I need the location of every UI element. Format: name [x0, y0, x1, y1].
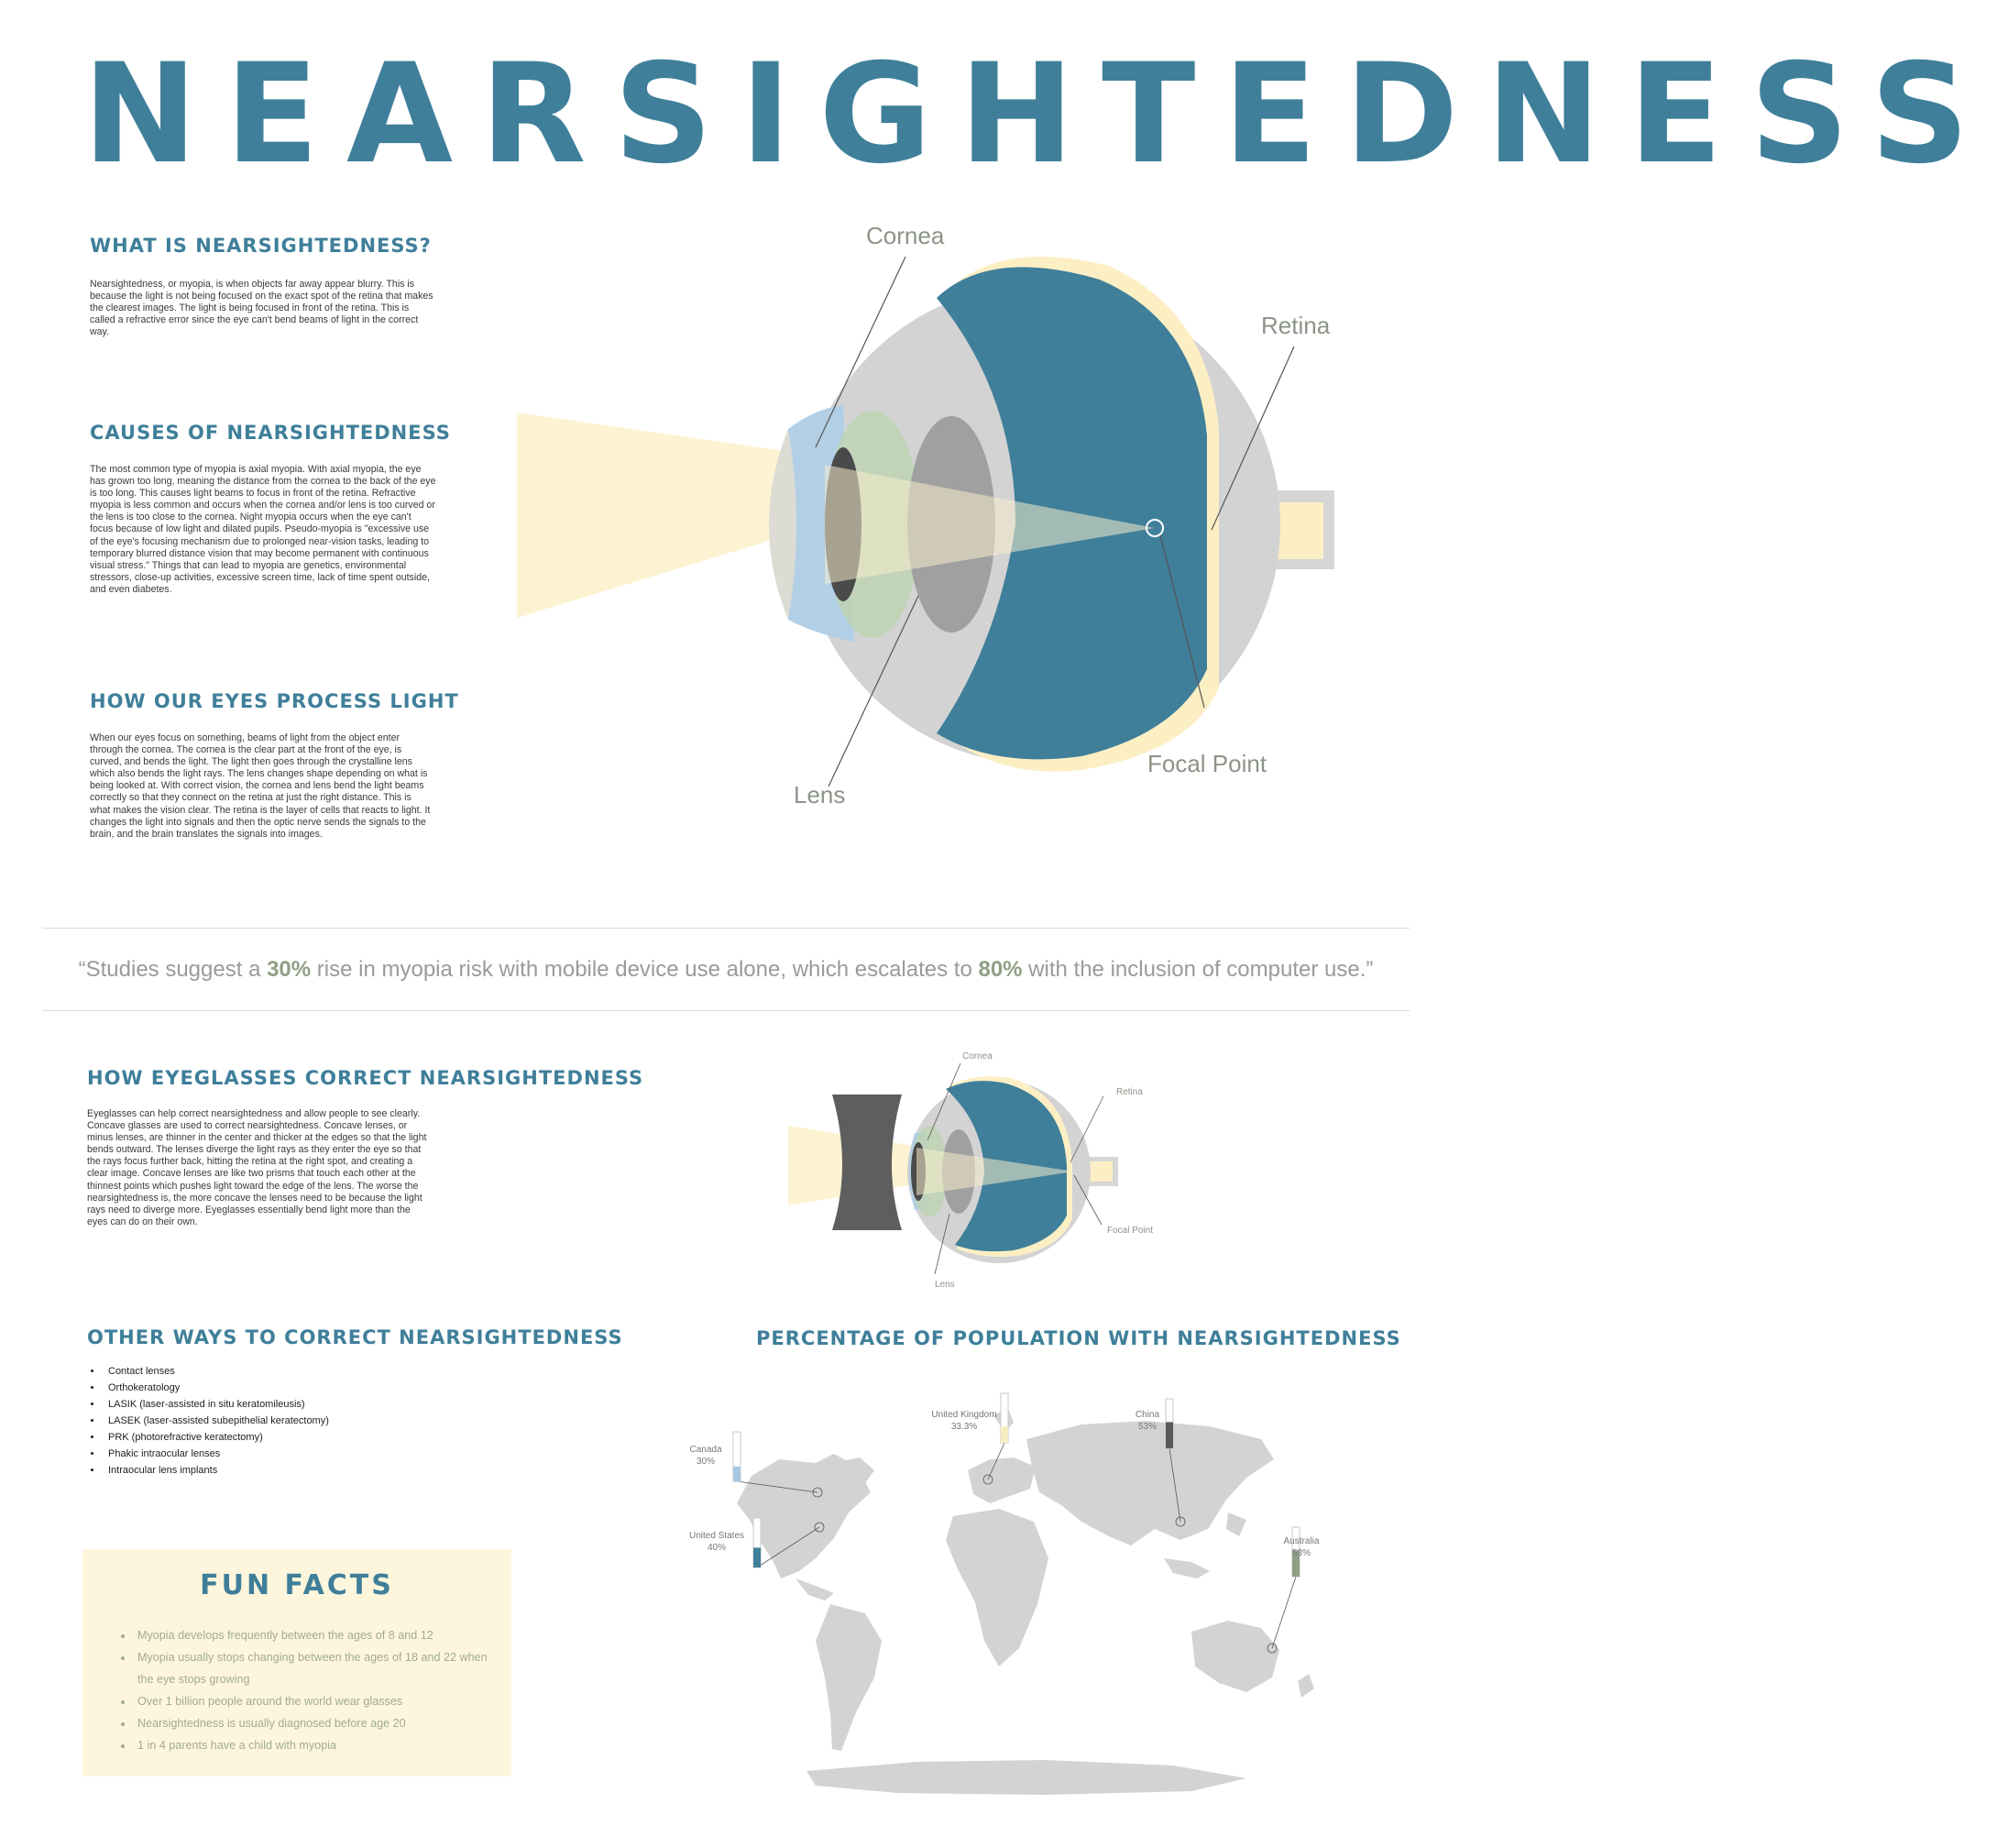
south-america [816, 1604, 882, 1751]
bar-country-label: Canada [689, 1445, 722, 1455]
other-ways-list [84, 1363, 506, 1479]
new-zealand [1298, 1674, 1314, 1698]
australia [1191, 1621, 1279, 1692]
bar-value-label: 30% [696, 1457, 716, 1467]
quote-mid: rise in myopia risk with mobile device use alone, which escalates to [311, 957, 979, 982]
quote-value-1: 30% [267, 957, 312, 982]
what-text: Nearsightedness, or myopia, is when objects far away appear blurry. This is because the light is not being focused on the exact spot of the retina that makes the clearest images. The light is being focused in front of the retina. This is called a refractive error since the eye can't bend beams of light in the correct way. [90, 279, 433, 338]
small-retina-label: Retina [1116, 1087, 1143, 1097]
bar-3 [1166, 1422, 1173, 1448]
causes-text: The most common type of myopia is axial myopia. With axial myopia, the eye has grown too long, meaning the distance from the cornea to the back of the eye is too long. This causes light beams to focus in front of the retina. Refractive myopia is less common and occurs when the cornea and/or lens is too curved or the lens is too close to the cornea. Night myopia occurs when the eye can't focus because of low light and dilated pupils. Pseudo-myopia is "excessive use of the eye's focusing mechanism due to prolonged near-vision tasks, leading to temporary blurred distance vision that may become permanent with continuous visual stress." Things that can lead to myopia are genetics, environmental stressors, close-up activities, excessive screen time, lack of time spent outside, and even diabetes. [90, 464, 436, 595]
concave-lens [832, 1094, 902, 1230]
bar-value-label: 53% [1291, 1548, 1311, 1558]
eyeglasses-heading: HOW EYEGLASSES CORRECT NEARSIGHTEDNESS [87, 1067, 644, 1089]
quote-top-rule [42, 928, 1410, 929]
central-america [796, 1578, 834, 1600]
quote-post: with the inclusion of computer use.” [1022, 957, 1374, 982]
focal-point-label: Focal Point [1147, 750, 1267, 777]
fun-fact-item: • Myopia develops frequently between the ages of 8 and 12 [134, 1624, 500, 1646]
map-heading: PERCENTAGE OF POPULATION WITH NEARSIGHTEDNESS [756, 1327, 1401, 1349]
retina-label: Retina [1261, 312, 1331, 339]
corrected-eye-diagram [779, 1045, 1154, 1292]
small-focal-label: Focal Point [1107, 1226, 1154, 1236]
antarctica [806, 1760, 1246, 1795]
bar-1 [753, 1547, 761, 1568]
small-lens-label: Lens [935, 1280, 955, 1290]
fun-fact-item: • Nearsightedness is usually diagnosed before age 20 [134, 1712, 500, 1734]
other-heading: OTHER WAYS TO CORRECT NEARSIGHTEDNESS [87, 1326, 623, 1348]
list-item: • PRK (photorefractive keratectomy) [103, 1429, 506, 1446]
eyeglasses-text: Eyeglasses can help correct nearsightedness and allow people to see clearly. Concave glasses are used to correct nearsightedness. Concave lenses, or minus lenses, are thinner in the center and thicker at the edges so that the light bends outward. The lenses diverge the light rays as they enter the eye so that the rays focus further back, hitting the retina at the right spot, and creating a clear image. Concave lenses are like two prisms that touch each other at the thinnest points which pushes light toward the edge of the lens. The worse the nearsightedness is, the more concave the lenses need to be because the light rays need to diverge more. Eyeglasses essentially bend light more than the eyes can do on their own. [87, 1108, 427, 1227]
list-item: • LASIK (laser-assisted in situ keratomileusis) [103, 1396, 506, 1413]
bar-country-label: United Kingdom [931, 1410, 997, 1420]
southeast-asia-islands [1164, 1558, 1210, 1578]
light-heading: HOW OUR EYES PROCESS LIGHT [90, 690, 459, 712]
bar-country-label: United States [688, 1531, 745, 1541]
fun-fact-item: • Myopia usually stops changing between the ages of 18 and 22 when the eye stops growing [134, 1646, 500, 1690]
world-map [737, 1408, 1314, 1795]
bar-value-label: 40% [707, 1543, 727, 1553]
fun-fact-item: • Over 1 billion people around the world wear glasses [134, 1690, 500, 1712]
list-item: • LASEK (laser-assisted subepithelial keratectomy) [103, 1413, 506, 1429]
bar-country-label: Australia [1283, 1536, 1320, 1546]
bar-0 [733, 1467, 741, 1481]
eye-diagram [513, 211, 1338, 816]
list-item: • Contact lenses [103, 1363, 506, 1380]
fun-fact-item: • 1 in 4 parents have a child with myopia [134, 1734, 500, 1756]
fun-facts-box [82, 1549, 511, 1776]
europe [968, 1458, 1036, 1503]
quote [42, 957, 1410, 983]
bar-value-label: 33.3% [950, 1422, 978, 1432]
quote-pre: “Studies suggest a [78, 957, 268, 982]
fun-facts-title: FUN FACTS [200, 1569, 394, 1601]
world-map-chart [678, 1375, 1338, 1815]
cornea-label: Cornea [866, 222, 945, 249]
small-cornea-label: Cornea [962, 1051, 993, 1062]
bar-2 [1001, 1426, 1008, 1443]
fun-facts-list [119, 1624, 500, 1756]
lens-label: Lens [794, 781, 846, 808]
list-item: • Phakic intraocular lenses [103, 1446, 506, 1462]
bar-value-label: 53% [1137, 1422, 1158, 1432]
what-heading: WHAT IS NEARSIGHTEDNESS? [90, 235, 432, 257]
list-item: • Orthokeratology [103, 1380, 506, 1396]
bar-leader-4 [1272, 1577, 1296, 1648]
page-title: NEARSIGHTEDNESS [82, 35, 1997, 194]
light-text: When our eyes focus on something, beams of light from the object enter through the cornea. The cornea is the clear part at the front of the eye, is curved, and bends the light. The light then goes through the crystalline lens which also bends the light rays. The lens changes shape depending on what is being looked at. With correct vision, the cornea and lens bend the light beams correctly so that they connect on the retina at just the right distance. This is what makes the vision clear. The retina is the layer of cells that reacts to light. It changes the light into signals and then the optic nerve sends the signals to the brain, and the brain translates the signals into images. [90, 732, 431, 840]
bar-country-label: China [1135, 1410, 1160, 1420]
causes-heading: CAUSES OF NEARSIGHTEDNESS [90, 422, 451, 444]
quote-value-2: 80% [978, 957, 1023, 982]
japan [1226, 1512, 1246, 1536]
africa [946, 1509, 1048, 1666]
quote-bottom-rule [42, 1010, 1410, 1011]
list-item: • Intraocular lens implants [103, 1462, 506, 1479]
